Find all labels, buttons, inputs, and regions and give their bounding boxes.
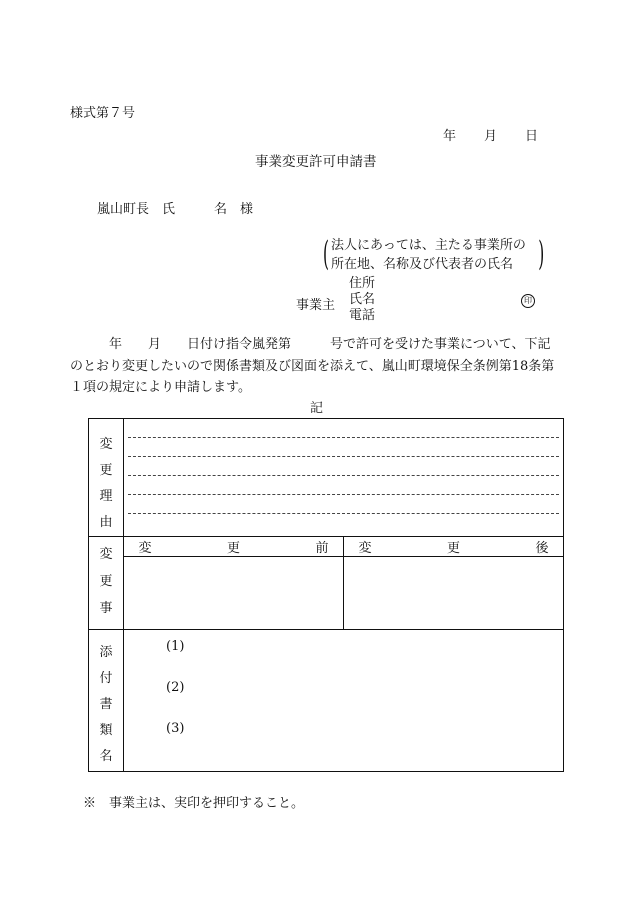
- document-title: 事業変更許可申請書: [255, 154, 377, 170]
- attachment-field[interactable]: [124, 630, 564, 772]
- attachment-item: (3): [166, 721, 185, 736]
- reason-label: [89, 419, 124, 537]
- owner-name-label: 氏名: [349, 292, 376, 307]
- reason-char: 由: [99, 515, 113, 530]
- application-table: [88, 418, 564, 772]
- reason-char: 理: [99, 489, 113, 504]
- corp-note-line2: 所在地、名称及び代表者の氏名: [331, 257, 514, 272]
- attach-char: 書: [99, 697, 113, 712]
- date-year: 年: [443, 129, 457, 144]
- before-header: 変更前: [124, 537, 344, 557]
- attach-char: 添: [99, 645, 113, 660]
- left-paren-icon: (: [323, 234, 329, 274]
- attachment-label: [89, 630, 124, 772]
- owner-phone-label: 電話: [349, 308, 376, 323]
- seal-mark: 印: [521, 294, 535, 308]
- change-char: 更: [99, 574, 113, 589]
- body-text: [70, 334, 566, 399]
- owner-address-label: 住所: [349, 276, 376, 291]
- before-field[interactable]: [124, 557, 344, 630]
- owner-label: 事業主: [296, 298, 336, 313]
- attach-char: 付: [99, 671, 113, 686]
- attach-char: 名: [99, 749, 113, 764]
- date-day: 日: [525, 129, 539, 144]
- body-line1: 年 月 日付け指令嵐発第 号で許可を受けた事業について、下記: [70, 337, 551, 352]
- corporation-note: [323, 234, 544, 274]
- form-number: 様式第７号: [70, 106, 136, 121]
- footnote: ※ 事業主は、実印を押印すること。: [83, 796, 305, 811]
- addressee: 嵐山町長 氏 名 様: [97, 202, 254, 217]
- attachment-item: (1): [166, 639, 185, 654]
- after-field[interactable]: [344, 557, 564, 630]
- date-line: [443, 125, 538, 144]
- body-line3: １項の規定により申請します。: [70, 380, 251, 395]
- attach-char: 類: [99, 723, 113, 738]
- reason-field[interactable]: [124, 419, 564, 537]
- body-line2: のとおり変更したいので関係書類及び図面を添えて、嵐山町環境保全条例第18条第: [70, 358, 555, 374]
- reason-char: 変: [99, 437, 113, 452]
- date-month: 月: [484, 129, 498, 144]
- ki-heading: 記: [310, 401, 324, 416]
- reason-char: 更: [99, 463, 113, 478]
- change-char: 変: [99, 547, 113, 562]
- right-paren-icon: ): [537, 234, 544, 274]
- after-header: 変更後: [344, 537, 564, 557]
- change-char: 事: [99, 601, 113, 616]
- change-label: [89, 537, 124, 630]
- attachment-item: (2): [166, 680, 185, 695]
- owner-fields: [349, 276, 375, 324]
- corp-note-line1: 法人にあっては、主たる事業所の: [331, 238, 526, 253]
